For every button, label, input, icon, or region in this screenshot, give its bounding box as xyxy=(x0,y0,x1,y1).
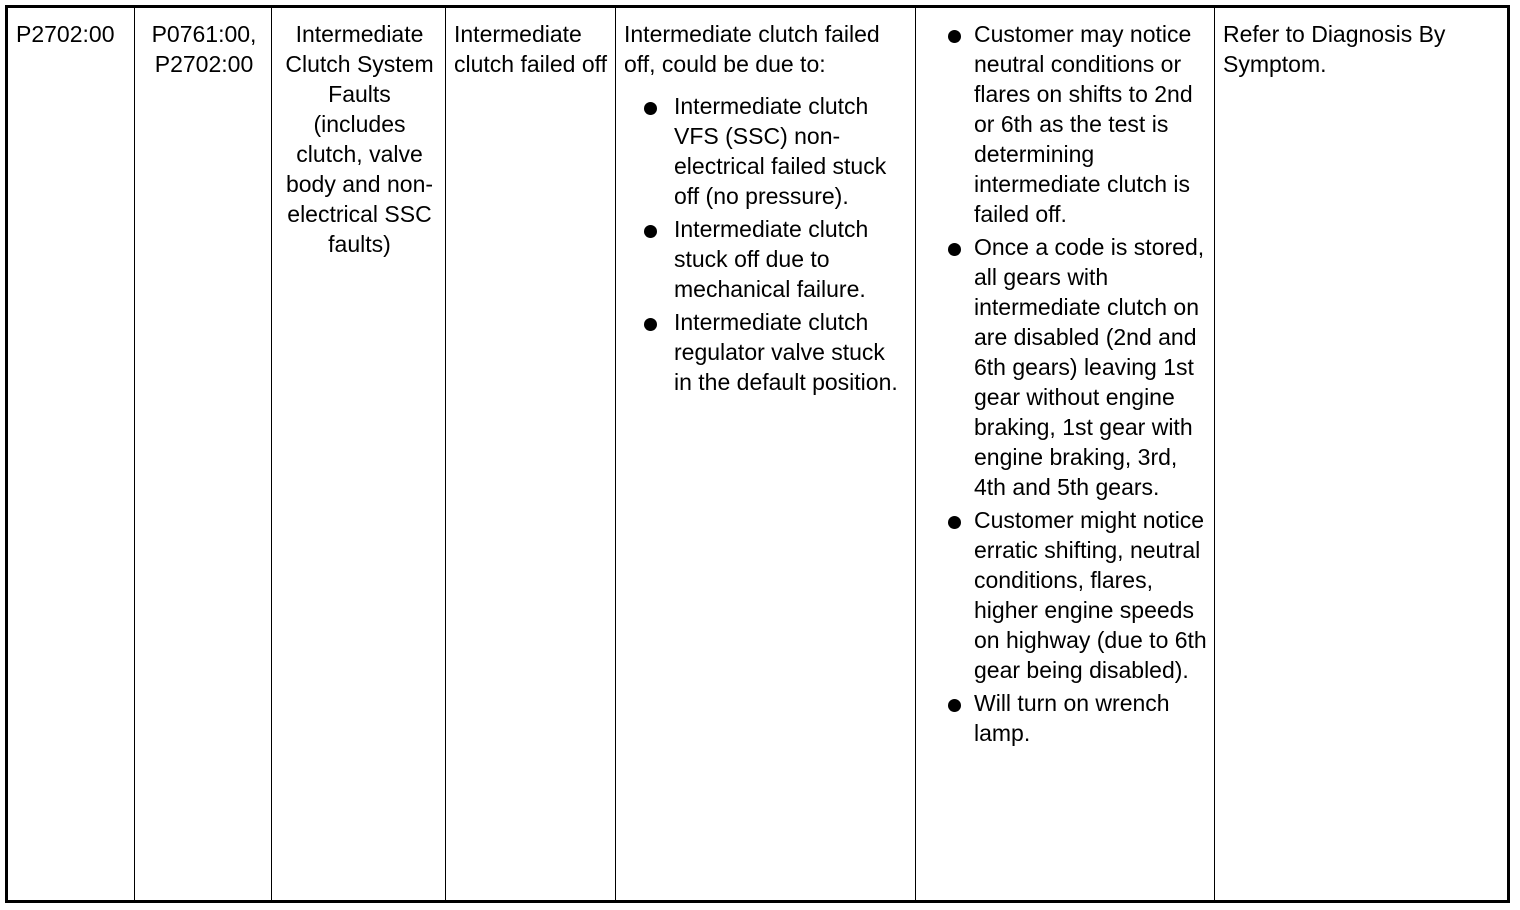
causes-intro: Intermediate clutch failed off, could be due to: xyxy=(624,21,880,77)
symptom-text: Customer might notice erratic shifting, neutral conditions, flares, higher engine speeds on highway (due to 6th gear being disabled). xyxy=(974,507,1207,683)
bullet-icon xyxy=(948,699,961,712)
list-item xyxy=(974,232,1208,502)
list-item xyxy=(674,307,909,397)
list-item xyxy=(974,19,1208,229)
causes-cell xyxy=(616,7,916,902)
bullet-icon xyxy=(644,318,657,331)
list-item xyxy=(974,688,1208,748)
cause-text: Intermediate clutch regulator valve stuck in the default position. xyxy=(674,309,898,395)
bullet-icon xyxy=(948,30,961,43)
bullet-icon xyxy=(948,516,961,529)
bullet-icon xyxy=(948,243,961,256)
system-cell: Intermediate Clutch System Faults (includes clutch, valve body and non-electrical SSC faults) xyxy=(272,7,446,902)
dtc-table xyxy=(5,5,1510,903)
causes-list xyxy=(624,91,909,397)
dtc-code-cell: P2702:00 xyxy=(7,7,135,902)
symptom-text: Once a code is stored, all gears with intermediate clutch on are disabled (2nd and 6th gears) leaving 1st gear without engine braking, 1st gear with engine braking, 3rd, 4th and 5th gears. xyxy=(974,234,1205,500)
symptoms-cell xyxy=(916,7,1215,902)
table-row xyxy=(7,7,1509,902)
list-item xyxy=(674,214,909,304)
list-item xyxy=(674,91,909,211)
cause-text: Intermediate clutch VFS (SSC) non-electrical failed stuck off (no pressure). xyxy=(674,93,887,209)
bullet-icon xyxy=(644,225,657,238)
symptom-text: Customer may notice neutral conditions or flares on shifts to 2nd or 6th as the test is determining intermediate clutch is failed off. xyxy=(974,21,1193,227)
related-dtcs-cell: P0761:00, P2702:00 xyxy=(135,7,272,902)
list-item xyxy=(974,505,1208,685)
cause-text: Intermediate clutch stuck off due to mechanical failure. xyxy=(674,216,869,302)
symptom-text: Will turn on wrench lamp. xyxy=(974,690,1170,746)
bullet-icon xyxy=(644,102,657,115)
action-cell: Refer to Diagnosis By Symptom. xyxy=(1215,7,1509,902)
condition-cell: Intermediate clutch failed off xyxy=(446,7,616,902)
symptoms-list xyxy=(924,19,1208,748)
